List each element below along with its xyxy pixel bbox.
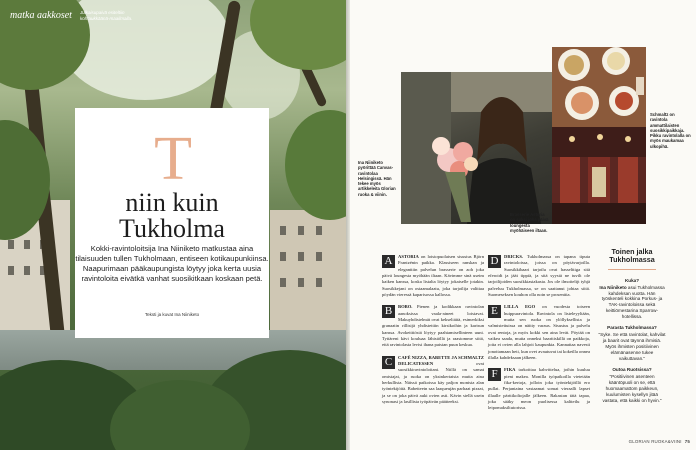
entry-b xyxy=(382,304,484,348)
sidebar-box xyxy=(598,248,666,404)
entry-heading: DRICKS. xyxy=(504,254,524,259)
entry-f xyxy=(488,367,590,411)
sidebar-answer-lead: Ina Niiniketo xyxy=(599,284,627,290)
sidebar-title: Toinen jalka Tukholmassa xyxy=(609,247,655,265)
entry-heading: BOBO. xyxy=(398,304,413,310)
title-initial: T xyxy=(154,125,192,193)
dropcap: A xyxy=(382,255,395,268)
entry-a xyxy=(382,254,484,298)
article-title: niin kuin Tukholma xyxy=(119,188,225,243)
caption-food: Schmaltz on ravintola ammattilaisten suosikkipaikkaja. Pikku ravintolalla on myös maukamaa ulkopihä. xyxy=(650,112,691,149)
text-column-1 xyxy=(382,254,484,411)
entry-text: ovat suosikkiravintoloitani. Niillä on samat omistajat, ja ruoka on yksinkertaista mutta aina herkullista. Näissä paikoissa käy paljon monista alan työntekijöitä. Babetteein saa laaqueujän parhaat pizzat, ja se on joka päivä auki ovien asti. Kävin siellä usein synonasi ja lasillista työpäivän päätteeksi. xyxy=(382,360,484,404)
dropcap: D xyxy=(488,255,501,268)
photo-food-table xyxy=(552,47,646,127)
entry-heading: CAFÉ NIZZA, BABETTE JA SCHMALTZ DELICATESSEN xyxy=(398,354,484,366)
footer-label: GLORIAN RUOKA&VIINI xyxy=(628,439,682,444)
dropcap: B xyxy=(382,305,395,318)
caption-interior: Brasserie Astoria on suksi joka päivä loungesta myöhäiseen iltaan. xyxy=(510,212,549,233)
sidebar-answer: "Positiivinen asenteen kääntöpuoli on se, että huomaamattom paikkeun, kuulumisten kysellyn jitää vastata, että kaikki on hyvin." xyxy=(602,374,662,403)
text-column-2 xyxy=(488,254,590,418)
intro-note: Julkaisupaivä esiteltiin kohtaukkäänä-maailmalla. xyxy=(80,10,133,21)
sidebar-answer xyxy=(598,285,666,321)
section-tag: matka aakkoset xyxy=(10,10,72,21)
sidebar-answer: "Syke. Se että ravintolat, kahvilat ja baarit ovat täynnä ihmisiä. Myös ihmisten positiivinen elämänasenne tukee vaikuttavan." xyxy=(598,332,666,362)
building-right xyxy=(270,210,346,340)
entry-text: Pienen ja kodikkaan ravintolan aanoksissa vaala-aineet loistavat. Makuyhdistelmät ovat kekseliäitä, esimerkiksi granaatin rillisijä yhdistettiin kirsikoihin ja karisun kanssa. Avokeittiöstä löytyy paahtamisellinteen uuni. Tyttäreni kävi kouluaa lähistöllä ja raastomme siitä, että ravintolasta levisi ihana paistan puun keskua. xyxy=(382,304,484,348)
page-number: 75 xyxy=(684,439,690,444)
entry-heading: FIKA xyxy=(504,367,516,373)
left-page xyxy=(0,0,346,450)
sidebar-question: Outoa Ruotsissa? xyxy=(612,367,652,373)
entry-text: on loistopuolaisen sisustus Björn Frantzénin paikka. Klassiseen ranskan ja eleganttiin palvelun brasserie on aoh joka päivä loungesta myöhään iltaan. Kävimme sinä useim kaiken kanssa, koska listalta löytyy jokaiselle jotakin. Suosikkejani on ostaamalaatu, joka tarjoilija valittaa pöydän vieressä kaparisossa kallossa. xyxy=(382,254,484,297)
article-lede: Kokki-ravintoloitsija Ina Niiniketo matkustaa aina tilaisuuden tullen Tukholmaan, entiseen kotikaupunkiinsa. Naapurimaan pääkaupungista löytyy joka kerta uusia ravintoloita eivätkä vanhat suosikitkaan koskaan petä. xyxy=(75,244,269,283)
byline: Teksti ja kuvat Ina Niiniketo xyxy=(144,312,200,317)
caption-woman: Ina Niiniketo pyörittää Canvas-ravintolaa Helsingissä. Hän tekee myös artikkeleita Glorian ruoka & viinin. xyxy=(358,160,396,197)
entry-heading: ASTORIA xyxy=(398,254,419,259)
sidebar-question: Parasta Tukholmassa? xyxy=(607,325,657,331)
entry-text: tarkoittaa kahvittelua, joihin kuuluu pieni makea. Monilla työpaikoilla vietetään fika-kertoja, jolloin joka työntekijöillä ero pullat. Perjantaina vastaamat somat vieraalli lapset illaalle pärttikoltojalle jälkeen. Rakastan tätä tapaa, joka sääky meon puolisessa kaltteilu ja leipomaksiltutorissa. xyxy=(488,367,590,411)
dropcap: E xyxy=(488,305,501,318)
entry-c xyxy=(382,355,484,406)
dropcap: C xyxy=(382,356,395,369)
right-page xyxy=(350,0,696,450)
photo-woman-with-flowers xyxy=(401,72,552,224)
entry-text: Tukholmassa on tapana tiputa ravintoloissa, joissa on pöytävarjoilla. Suosikkibaari tarjoilu ovat hasselttiga sitä eferoidt ja jäät tippiä, ja sitä syystä ne tuvilt ole tarjoilijoiden suosikkiasiakasta. Jos ole ilmoitelijt tyhjä palveluu Tukholmassa, se on saattanut johtaa siitä. Suomeseksen kouhon olla noin se prosenttia. xyxy=(488,254,590,297)
sidebar-divider xyxy=(608,269,656,270)
dropcap: F xyxy=(488,368,501,381)
photo-restaurant-interior xyxy=(552,127,646,224)
page-footer xyxy=(629,439,690,444)
entry-d xyxy=(488,254,590,298)
sidebar-answer-text: asui Tukholmassa kahdeksan vuotta. Hän työskenteli kokkina Porkus- ja TAK-ravintoloissa sekä keittiömestarina Sparrow-hotellissa. xyxy=(601,284,665,320)
entry-heading: LILLA EGO xyxy=(504,304,536,310)
entry-e xyxy=(488,304,590,361)
entry-text: on vuodesta toiseen huippuravintola. Ravintola on listeleyyltään, mutta sen ruoka on ylöllyksellista ja valmistettuissa on näitty varaus. Sisustus ja palvelu ovat rentoja, ja myös kokki sen aina levät. Pöytää on vaikea saada, mutta onneksi baaritiskillä on paikkoja, joita ei ovien alla lahjoit kaupunkia. Kannattaa navesti jonottamaan heti, kun ovet avautuvat tai kokeilla onnea illalla kahdeksaan jälkeen. xyxy=(488,304,590,360)
sidebar-question: Kuka? xyxy=(624,277,640,283)
